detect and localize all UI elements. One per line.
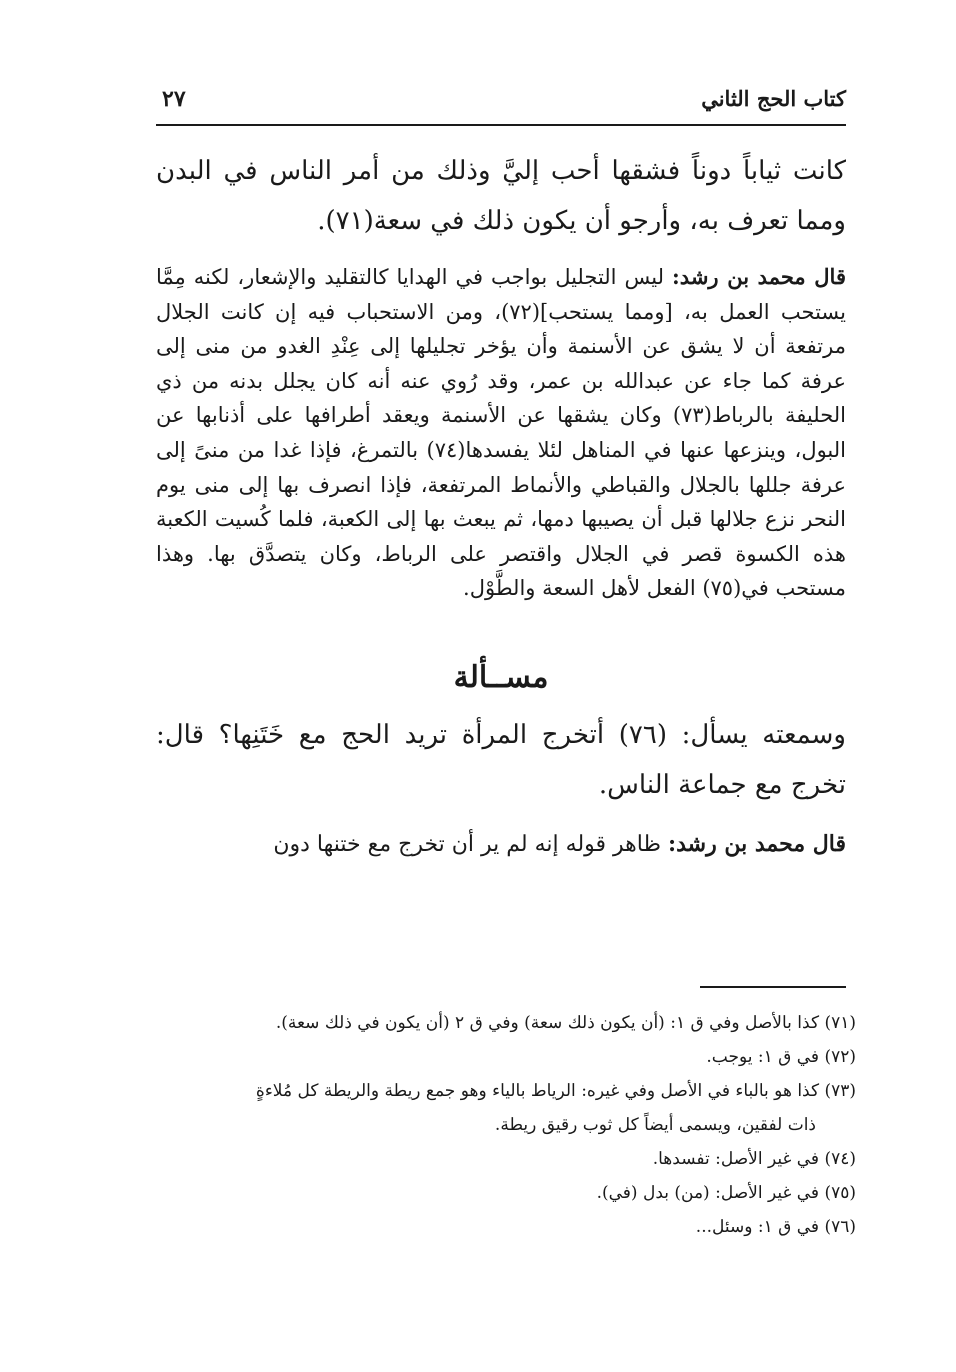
paragraph-2 — [156, 260, 846, 606]
page-header — [156, 84, 846, 124]
footnote-71: (٧١) كذا بالأصل وفي ق ١: (أن يكون ذلك سعة) وفي ق ٢ (أن يكون في ذلك سعة). — [275, 1013, 856, 1033]
paragraph-2-text: ليس التجليل بواجب في الهدايا كالتقليد والإشعار، لكنه مِمَّا يستحب العمل به، [ومما يستحب](٧٢)، ومن الاستحباب فيه إن كانت الجلال مرتفعة أن لا يشق عن الأسنمة وأن يؤخر تجليلها إلى عِنْدِ الغدو من منى إلى عرفة كما جاء عن عبدالله بن عمر، وقد رُوي عنه أنه كان يجلل بدنه من ذي الحليفة بالرباط(٧٣) وكان يشقها عن الأسنمة ويعقد أطرافها على أذنابها عن البول، وينزعها عنها في المناهل لئلا يفسدها(٧٤) بالتمرغ، فإذا غدا من منىً إلى عرفة جللها بالجلال والقباطي والأنماط المرتفعة، فإذا انصرف بها إلى منى يوم النحر نزع جلالها قبل أن يصيبها دمها، ثم يبعث بها إلى الكعبة، فلما كُسيت الكعبة هذه الكسوة قصر في الجلال واقتصر على الرباط، وكان يتصدَّق بها. وهذا مستحب في(٧٥) الفعل لأهل السعة والطَّوْل. — [156, 265, 846, 601]
footnote-separator — [700, 986, 846, 988]
speaker-label: قال محمد بن رشد: — [667, 830, 846, 857]
answer-paragraph — [156, 824, 846, 865]
footnote-76: (٧٦) في ق ١: وسئل... — [695, 1217, 856, 1237]
footnote-73-continuation: ذات لفقين، ويسمى أيضاً كل ثوب رقيق ريطة. — [494, 1115, 816, 1135]
running-title: كتاب الحج الثاني — [701, 86, 846, 111]
footnote-75: (٧٥) في غير الأصل: (من) بدل (في). — [596, 1183, 856, 1203]
footnote-73: (٧٣) كذا هو بالباء في الأصل وفي غيره: الرياط بالياء وهو جمع ريطة والريطة كل مُلاءةٍ — [255, 1081, 856, 1101]
footnotes — [156, 1006, 856, 1244]
header-rule — [156, 124, 846, 126]
speaker-label: قال محمد بن رشد: — [672, 264, 846, 289]
question-paragraph: وسمعته يسأل: (٧٦) أتخرج المرأة تريد الحج مع خَتَنِها؟ قال: تخرج مع جماعة الناس. — [156, 719, 846, 800]
page-number: ٢٧ — [162, 86, 186, 112]
footnote-72: (٧٢) في ق ١: يوجب. — [706, 1047, 856, 1067]
main-text — [156, 146, 846, 865]
footnote-74: (٧٤) في غير الأصل: تفسدها. — [652, 1149, 856, 1169]
section-heading: مســألة — [453, 659, 549, 695]
answer-text: ظاهر قوله إنه لم ير أن تخرج مع ختنها دون — [273, 831, 668, 857]
paragraph-1: كانت ثياباً دوناً فشقها أحب إليَّ وذلك من أمر الناس في البدن ومما تعرف به، وأرجو أن يكون ذلك في سعة(٧١). — [156, 156, 846, 236]
